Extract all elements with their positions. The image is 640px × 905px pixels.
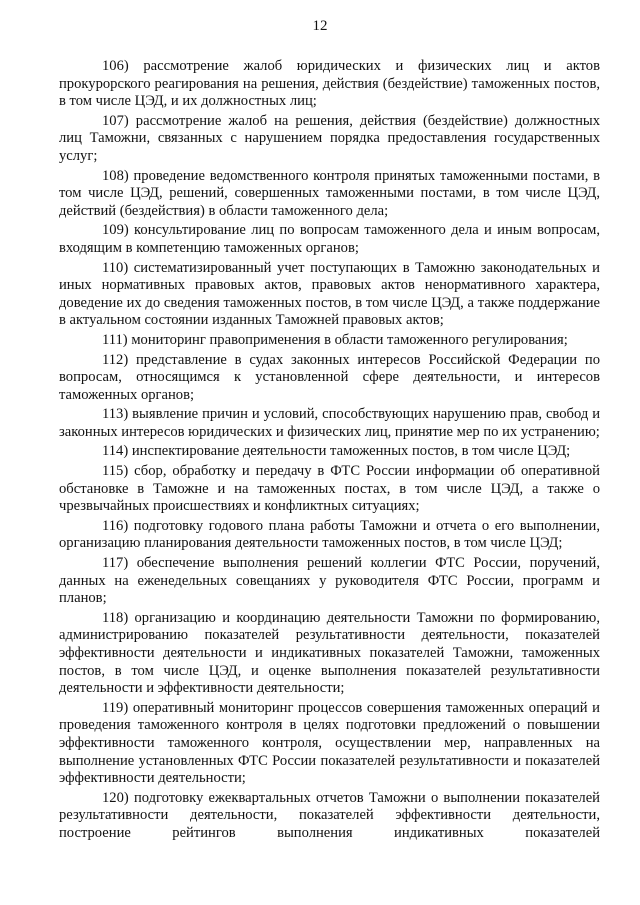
list-item-112: 112) представление в судах законных интересов Российской Федерации по вопросам, относящимся к установленной сфере деятельности, и интересов таможенных органов; [59, 351, 600, 403]
list-item-106: 106) рассмотрение жалоб юридических и физических лиц и актов прокурорского реагирования на решения, действия (бездействие) таможенных постов, в том числе ЦЭД, и их должностных лиц; [59, 58, 600, 110]
document-body [59, 58, 600, 841]
list-item-120: 120) подготовку ежеквартальных отчетов Таможни о выполнении показателей результативности деятельности, показателей эффективности деятельности, построение рейтингов выполнения индикативных показателей [59, 789, 600, 841]
list-item-110: 110) систематизированный учет поступающих в Таможню законодательных и иных нормативных правовых актов, правовых актов ненормативного характера, доведение их до сведения таможенных постов, в том числе ЦЭД, а также поддержание в актуальном состоянии изданных Таможней правовых актов; [59, 259, 600, 329]
list-item-119: 119) оперативный мониторинг процессов совершения таможенных операций и проведения таможенного контроля в целях подготовки предложений о повышении эффективности таможенного контроля, осуществлении мер, направленных на выполнение установленных ФТС России показателей результативности и показателей эффективности деятельности; [59, 699, 600, 787]
page-number: 12 [312, 18, 328, 34]
list-item-108: 108) проведение ведомственного контроля принятых таможенными постами, в том числе ЦЭД, решений, совершенных таможенными постами, в том числе ЦЭД, действий (бездействия) в области таможенного дела; [59, 167, 600, 219]
list-item-113: 113) выявление причин и условий, способствующих нарушению прав, свобод и законных интересов юридических и физических лиц, принятие мер по их устранению; [59, 406, 600, 440]
list-item-111: 111) мониторинг правоприменения в области таможенного регулирования; [102, 331, 568, 348]
list-item-107: 107) рассмотрение жалоб на решения, действия (бездействие) должностных лиц Таможни, связанных с нарушением порядка предоставления государственных услуг; [59, 112, 600, 164]
list-item-109: 109) консультирование лиц по вопросам таможенного дела и иным вопросам, входящим в компетенцию таможенных органов; [59, 222, 600, 256]
list-item-115: 115) сбор, обработку и передачу в ФТС России информации об оперативной обстановке в Таможне и на таможенных постах, в том числе ЦЭД, а также о чрезвычайных происшествиях и конфликтных ситуациях; [59, 463, 600, 515]
list-item-118: 118) организацию и координацию деятельности Таможни по формированию, администрированию показателей результативности деятельности, показателей эффективности деятельности и индикативных показателей Таможни, таможенных постов, в том числе ЦЭД, и оценке выполнения показателей результативности деятельности и эффективности деятельности; [59, 609, 600, 697]
list-item-117: 117) обеспечение выполнения решений коллегии ФТС России, поручений, данных на еженедельных совещаниях у руководителя ФТС России, программ и планов; [59, 555, 600, 607]
list-item-114: 114) инспектирование деятельности таможенных постов, в том числе ЦЭД; [102, 443, 571, 460]
list-item-116: 116) подготовку годового плана работы Таможни и отчета о его выполнении, организацию планирования деятельности таможенных постов, в том числе ЦЭД; [59, 517, 600, 552]
